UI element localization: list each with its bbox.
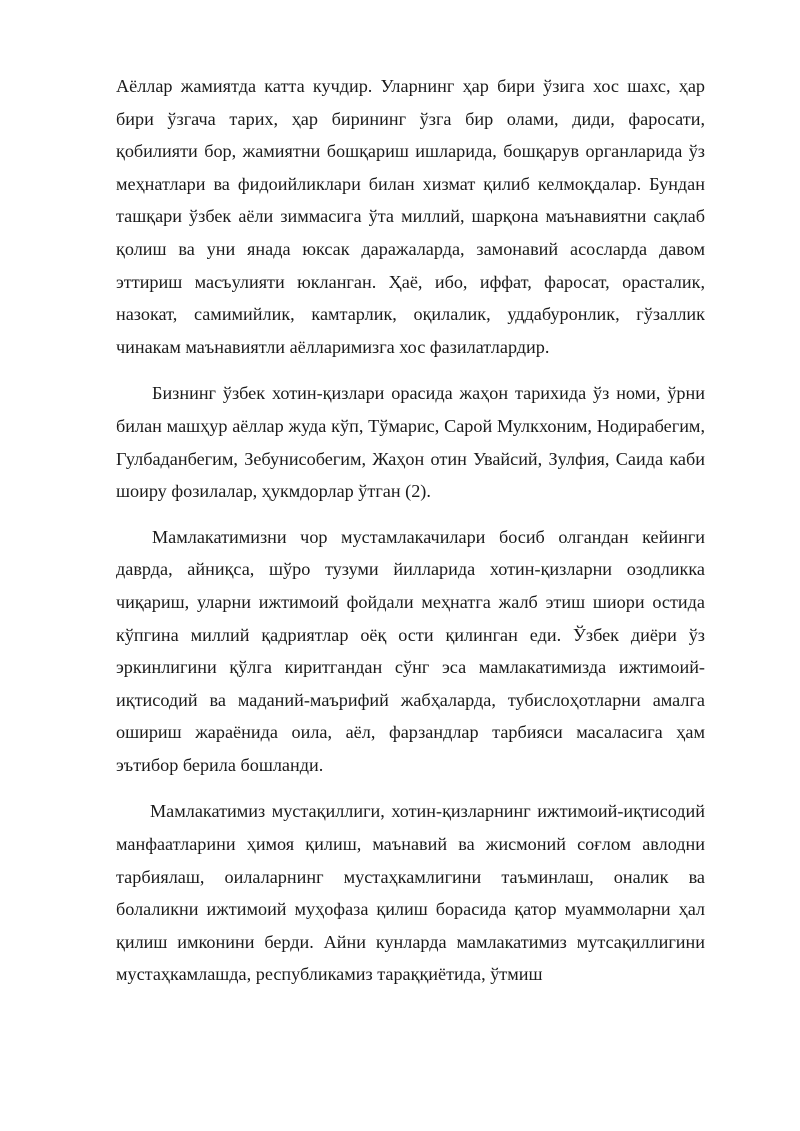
paragraph-spacer (116, 781, 705, 795)
paragraph-spacer (116, 508, 705, 521)
paragraph-independence: Мамлакатимиз мустақиллиги, хотин-қизларнинг ижтимоий-иқтисодий манфаатларини ҳимоя қилиш, маънавий ва жисмоний соғлом авлодни тарбиялаш, оилаларнинг мустаҳкамлигини таъминлаш, оналик ва болаликни ижтимоий муҳофаза қилиш борасида қатор муаммоларни ҳал қилиш имконини берди. Айни кунларда мамлакатимиз мутсақиллигини мустаҳкамлашда, республикамиз тараққиётида, ўтмиш (116, 801, 705, 985)
document-page (116, 70, 705, 991)
paragraph-colonial-period: Мамлакатимизни чор мустамлакачилари босиб олгандан кейинги даврда, айниқса, шўро тузуми йилларида хотин-қизларни озодликка чиқариш, уларни ижтимоий фойдали меҳнатга жалб этиш шиори остида кўпгина миллий қадриятлар оёқ ости қилинган еди. Ўзбек диёри ўз эркинлигини қўлга киритгандан сўнг эса мамлакатимизда ижтимоий-иқтисодий ва маданий-маърифий жабҳаларда, тубислоҳотларни амалга ошириш жараёнида оила, аёл, фарзандлар тарбияси масаласига ҳам эътибор берила бошланди. (116, 526, 705, 775)
paragraph-spacer (116, 363, 705, 377)
paragraph-famous-women: Бизнинг ўзбек хотин-қизлари орасида жаҳон тарихида ўз номи, ўрни билан машҳур аёллар жуда кўп, Тўмарис, Сарой Мулкхоним, Нодирабегим, Гулбаданбегим, Зебунисобегим, Жаҳон отин Увайсий, Зулфия, Саида каби шоиру фозилалар, ҳукмдорлар ўтган (2). (116, 383, 705, 502)
paragraph-women-role: Аёллар жамиятда катта кучдир. Уларнинг ҳар бири ўзига хос шахс, ҳар бири ўзгача тарих, ҳар бирининг ўзга бир олами, диди, фаросати, қобилияти бор, жамиятни бошқариш ишларида, бошқарув органларида ўз меҳнатлари ва фидоийликлари билан хизмат қилиб келмоқдалар. Бундан ташқари ўзбек аёли зиммасига ўта миллий, шарқона маънавиятни сақлаб қолиш ва уни янада юксак даражаларда, замонавий асосларда давом эттириш масъулияти юкланган. Ҳаё, ибо, иффат, фаросат, орасталик, назокат, самимийлик, камтарлик, оқилалик, уддабуронлик, гўзаллик чинакам маънавиятли аёлларимизга хос фазилатлардир. (116, 76, 705, 357)
